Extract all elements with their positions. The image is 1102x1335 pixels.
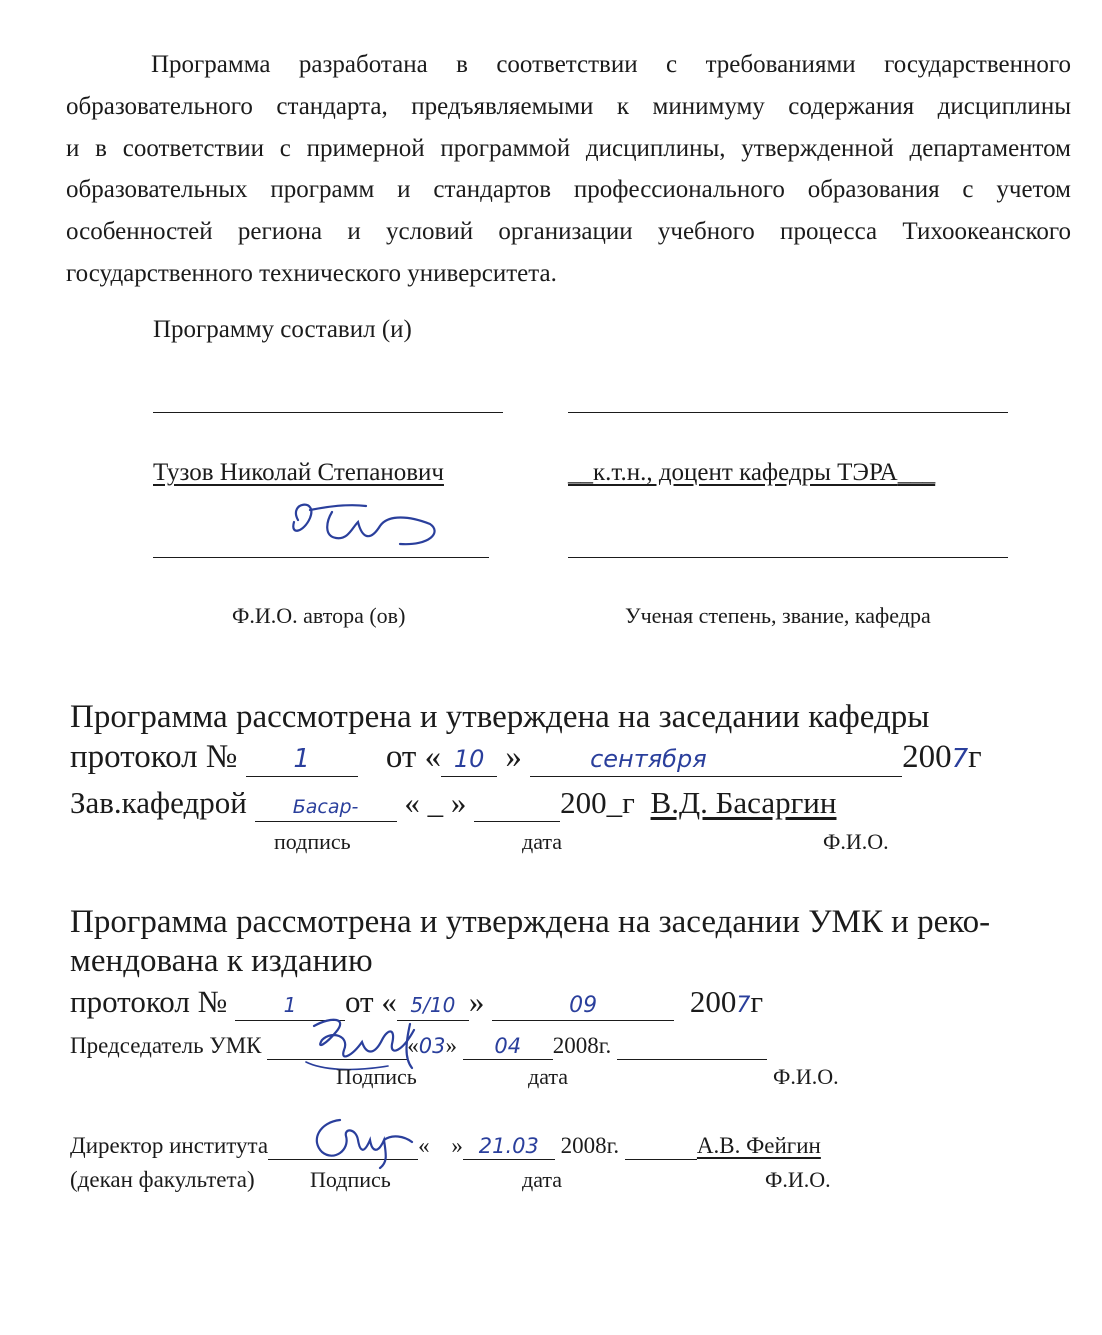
department-title: Программа рассмотрена и утверждена на заседании кафедры — [70, 699, 930, 735]
department-head-signature: Басар- — [292, 796, 359, 818]
caption-degree: Ученая степень, звание, кафедра — [625, 603, 931, 628]
intro-line: образовательных программ и стандартов профессионального образования с учетом — [66, 176, 1071, 204]
director-signature — [300, 1110, 420, 1170]
umk-caption-date: дата — [528, 1064, 569, 1089]
department-caption-signature: подпись — [274, 829, 351, 854]
intro-line: Программа разработана в соответствии с требованиями государственного — [151, 51, 1071, 78]
director-label-line2: (декан факультета) — [70, 1167, 255, 1192]
intro-line: особенностей региона и условий организации учебного процесса Тихоокеанского — [66, 218, 1071, 246]
caption-fio-authors: Ф.И.О. автора (ов) — [232, 603, 406, 628]
director-caption-signature: Подпись — [310, 1167, 391, 1192]
department-year-digit: 7 — [951, 744, 969, 774]
compiled-by-label: Программу составил (и) — [153, 316, 412, 343]
department-protocol-line: протокол № 1 от « 10 » сентября 2007г — [70, 739, 982, 775]
author-signature — [270, 492, 450, 562]
umk-title-line2: мендована к изданию — [70, 943, 373, 979]
author-degree: к.т.н., доцент кафедры ТЭРА — [593, 459, 898, 486]
intro-paragraph — [66, 44, 1071, 295]
intro-line: образовательного стандарта, предъявляемыми к минимуму содержания дисциплины — [66, 92, 1071, 120]
director-caption-fio: Ф.И.О. — [765, 1167, 831, 1192]
umk-chair-year: 2008г. — [552, 1033, 612, 1058]
intro-line: и в соответствии с примерной программой дисциплины, утвержденной департаментом — [66, 134, 1071, 162]
author-degree-line: __к.т.н., доцент кафедры ТЭРА___ — [568, 459, 936, 486]
umk-protocol-number: 1 — [283, 993, 297, 1017]
department-month: сентября — [590, 745, 707, 773]
author-degree-rule-bottom — [568, 557, 1008, 558]
intro-line: государственного технического университета. — [66, 259, 557, 287]
umk-title-line1: Программа рассмотрена и утверждена на заседании УМК и реко- — [70, 904, 991, 940]
department-head-line: Зав.кафедрой Басар- « _ » 200_г В.Д. Басаргин — [70, 785, 837, 820]
umk-day: 5/10 — [410, 993, 456, 1017]
department-head-name: В.Д. Басаргин — [650, 785, 837, 820]
umk-year-digit: 7 — [736, 993, 751, 1018]
umk-month: 09 — [569, 993, 598, 1018]
department-protocol-number: 1 — [293, 744, 310, 774]
director-caption-date: дата — [522, 1167, 563, 1192]
umk-chair-day: 03 — [418, 1034, 446, 1058]
director-date-value: 21.03 — [478, 1134, 539, 1158]
umk-chair-line: Председатель УМК «03» 04 2008г. — [70, 1033, 767, 1060]
author-signature-rule — [153, 557, 489, 558]
umk-caption-fio: Ф.И.О. — [773, 1064, 839, 1089]
author-name: Тузов Николай Степанович — [153, 459, 444, 486]
umk-caption-signature: Подпись — [336, 1064, 417, 1089]
director-line: Директор института « » 21.03 2008г. А.В. Фейгин — [70, 1133, 821, 1158]
department-day: 10 — [453, 745, 485, 773]
director-year: 2008г. — [560, 1133, 620, 1158]
author-name-rule-top — [153, 412, 503, 413]
department-caption-date: дата — [522, 829, 563, 854]
department-caption-fio: Ф.И.О. — [823, 829, 889, 854]
director-name: А.В. Фейгин — [696, 1133, 821, 1158]
umk-chair-month: 04 — [494, 1034, 522, 1058]
author-degree-rule-top — [568, 412, 1008, 413]
umk-protocol-line: протокол № 1 от « 5/10 » 09 2007г — [70, 984, 764, 1019]
